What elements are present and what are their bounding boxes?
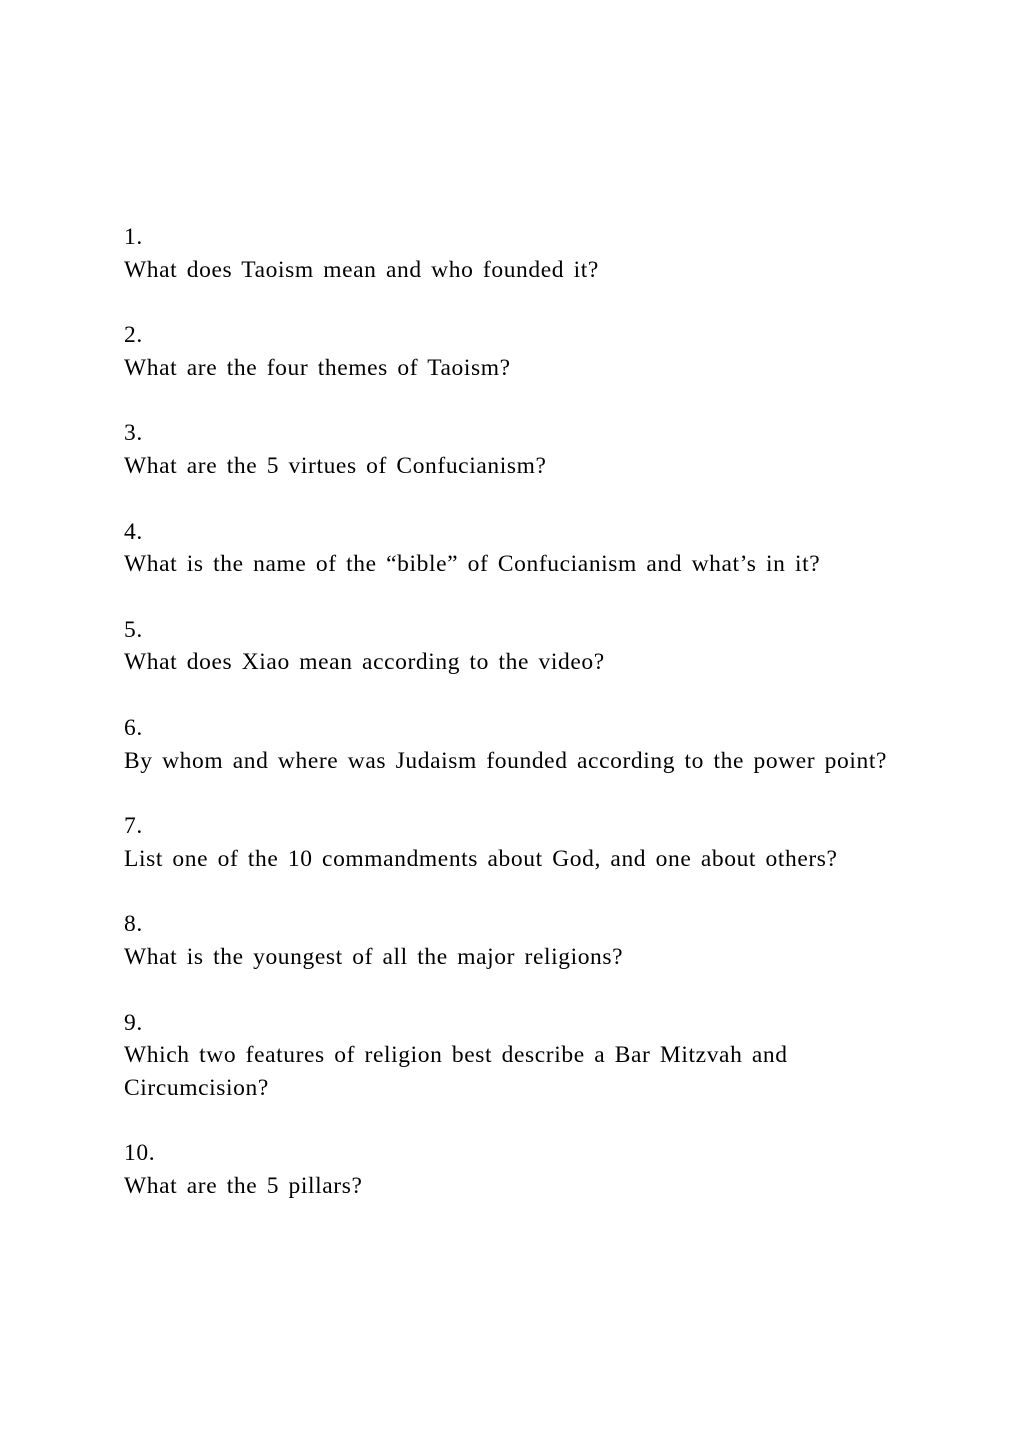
question-item: [124, 810, 904, 875]
question-item: [124, 319, 904, 384]
question-text: By whom and where was Judaism founded according to the power point?: [124, 747, 888, 774]
question-number: 10.: [124, 1140, 156, 1167]
question-item: [124, 1137, 904, 1202]
question-list: [124, 221, 904, 1235]
question-item: [124, 221, 904, 286]
question-text: What does Xiao mean according to the video?: [124, 649, 605, 676]
question-number: 7.: [124, 813, 143, 840]
question-item: [124, 614, 904, 679]
question-number: 5.: [124, 616, 143, 643]
question-item: [124, 908, 904, 973]
question-number: 1.: [124, 224, 143, 250]
question-text: What are the 5 virtues of Confucianism?: [124, 452, 547, 479]
question-text: What is the youngest of all the major religions?: [124, 943, 624, 970]
question-text: What does Taoism mean and who founded it?: [124, 256, 599, 283]
question-text: What is the name of the “bible” of Confucianism and what’s in it?: [124, 551, 821, 578]
question-number: 4.: [124, 518, 143, 545]
question-number: 3.: [124, 420, 143, 447]
question-item: [124, 712, 904, 777]
question-number: 8.: [124, 911, 143, 938]
question-number: 9.: [124, 1009, 143, 1036]
question-number: 6.: [124, 714, 143, 741]
question-item: [124, 417, 904, 482]
question-text: What are the 5 pillars?: [124, 1172, 363, 1199]
question-text: What are the four themes of Taoism?: [124, 354, 511, 381]
question-item: [124, 516, 904, 581]
question-text: Which two features of religion best describe a Bar Mitzvah and Circumcision?: [124, 1042, 788, 1101]
question-item: [124, 1007, 904, 1105]
question-number: 2.: [124, 322, 143, 349]
question-text: List one of the 10 commandments about God, and one about others?: [124, 845, 838, 872]
